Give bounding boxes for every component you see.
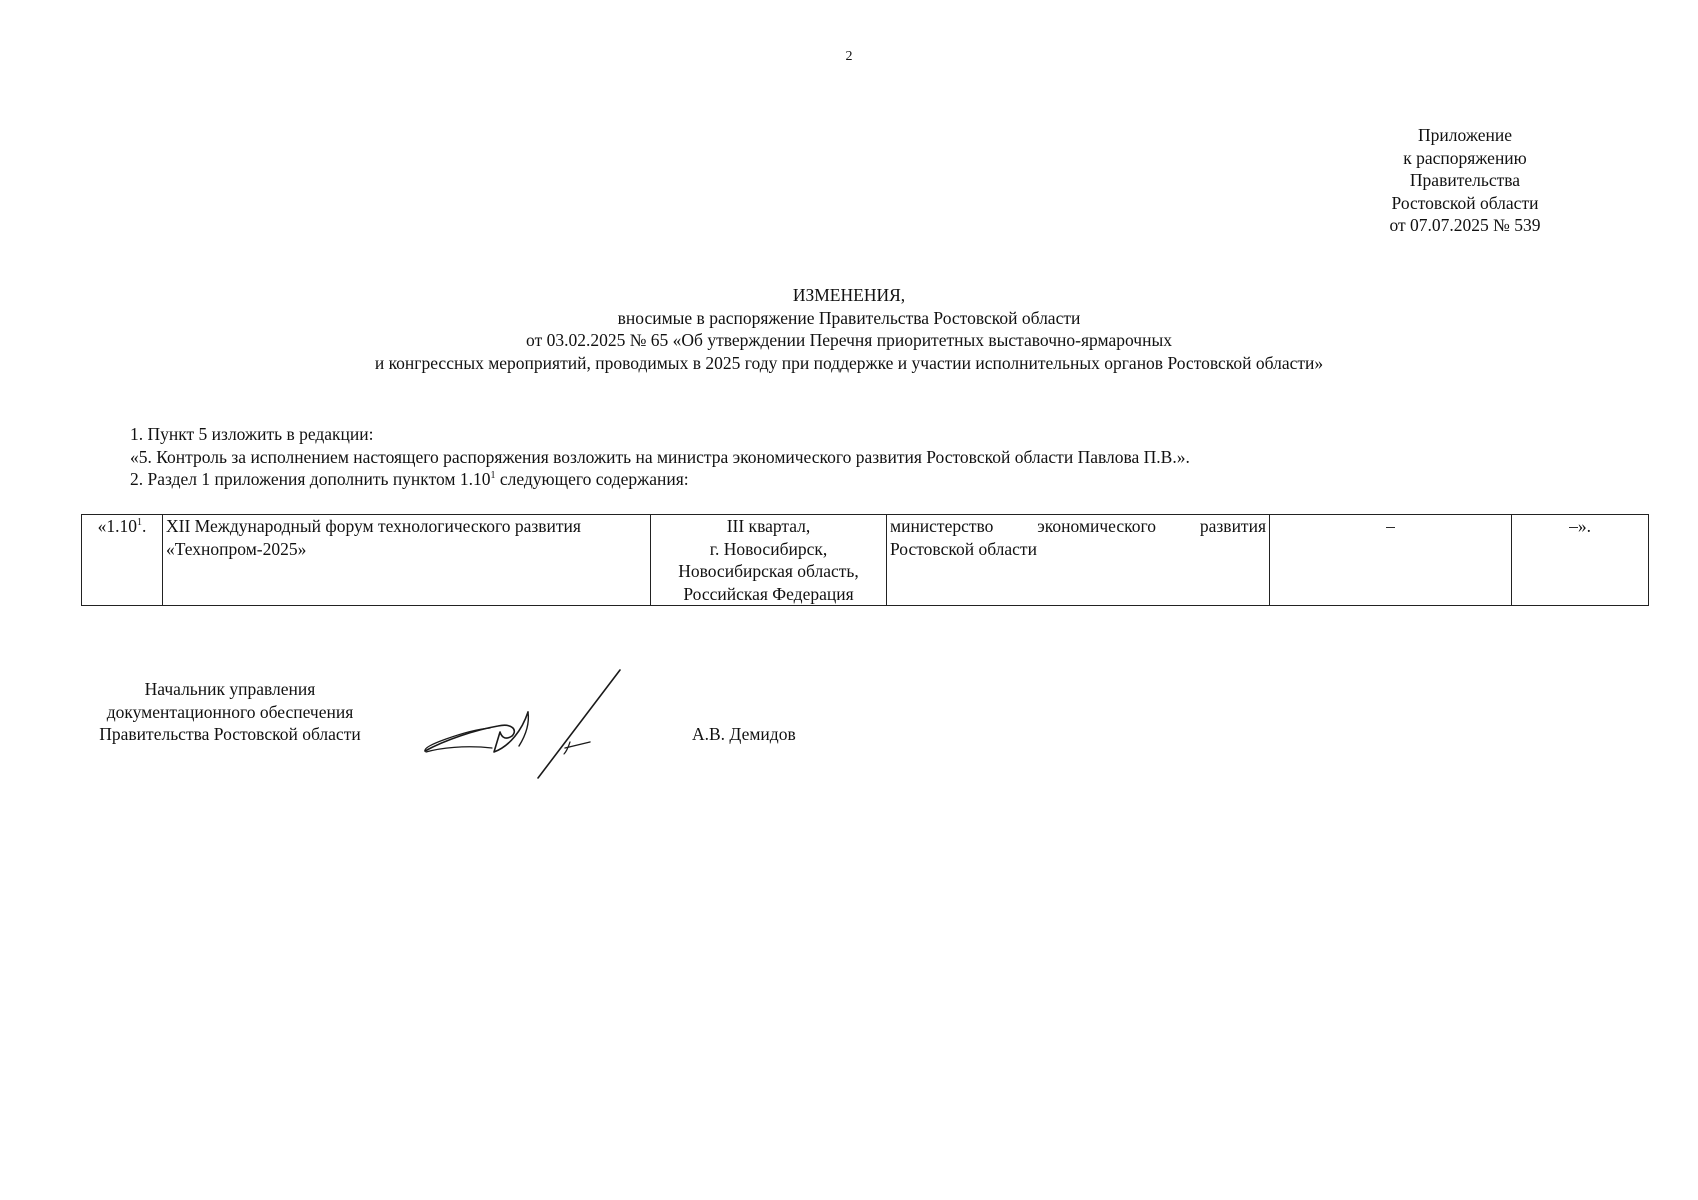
cell-number	[82, 515, 163, 606]
cell-col5: –	[1270, 515, 1512, 606]
row-number: «1.10	[97, 516, 137, 536]
changes-table	[81, 514, 1649, 606]
superscript: 1	[490, 470, 496, 481]
event-name-line: «Технопром-2025»	[166, 538, 307, 559]
organizer-word: развития	[1199, 516, 1266, 536]
organizer-word: экономического	[1037, 516, 1157, 536]
position-line: документационного обеспечения	[106, 701, 354, 722]
organizer-line: Ростовской области	[890, 538, 1037, 559]
signatory-name: А.В. Демидов	[692, 724, 796, 744]
position-line: Правительства Ростовской области	[99, 724, 361, 744]
place-line: III квартал,	[726, 516, 811, 536]
document-title	[0, 284, 1698, 374]
superscript: 1	[137, 517, 142, 528]
title-line: от 03.02.2025 № 65 «Об утверждении Перечня приоритетных выставочно-ярмарочных	[526, 330, 1172, 350]
appendix-line: Ростовской области	[1391, 192, 1539, 213]
row-number-suffix: .	[142, 516, 147, 536]
cell-place	[651, 515, 887, 606]
table-row	[82, 515, 1649, 606]
appendix-line: к распоряжению	[1403, 147, 1527, 168]
body-item-1-text: «5. Контроль за исполнением настоящего распоряжения возложить на министра экономического развития Ростовской области Павлова П.В.».	[130, 446, 1190, 467]
title-line: и конгрессных мероприятий, проводимых в 2025 году при поддержке и участии исполнительных органов Ростовской области»	[374, 352, 1324, 373]
body-item-1: 1. Пункт 5 изложить в редакции:	[130, 424, 374, 444]
handwritten-signature-icon	[420, 668, 630, 780]
appendix-line: Правительства	[1409, 170, 1521, 190]
cell-col6: –».	[1512, 515, 1649, 606]
organizer-line	[890, 515, 1266, 538]
organizer-word: министерство	[890, 516, 994, 536]
event-name-line: XII Международный форум технологического развития	[166, 516, 581, 536]
body-text	[130, 423, 1630, 491]
position-line: Начальник управления	[144, 679, 316, 699]
appendix-line: Приложение	[1418, 125, 1512, 145]
body-item-2-text-end: следующего содержания:	[495, 469, 689, 489]
cell-event-name	[163, 515, 651, 606]
appendix-line: от 07.07.2025 № 539	[1389, 215, 1541, 235]
signatory-position	[70, 678, 390, 746]
cell-organizer	[887, 515, 1270, 606]
place-line: Новосибирская область,	[678, 561, 859, 581]
place-line: г. Новосибирск,	[709, 538, 828, 559]
appendix-block	[1330, 124, 1600, 237]
title-line: вносимые в распоряжение Правительства Ростовской области	[617, 307, 1081, 328]
title-heading: ИЗМЕНЕНИЯ,	[792, 285, 906, 305]
body-item-2-text: 2. Раздел 1 приложения дополнить пунктом 1.10	[130, 469, 491, 489]
place-line: Российская Федерация	[683, 583, 854, 604]
body-item-2	[130, 468, 1630, 491]
page-number: 2	[845, 49, 853, 64]
